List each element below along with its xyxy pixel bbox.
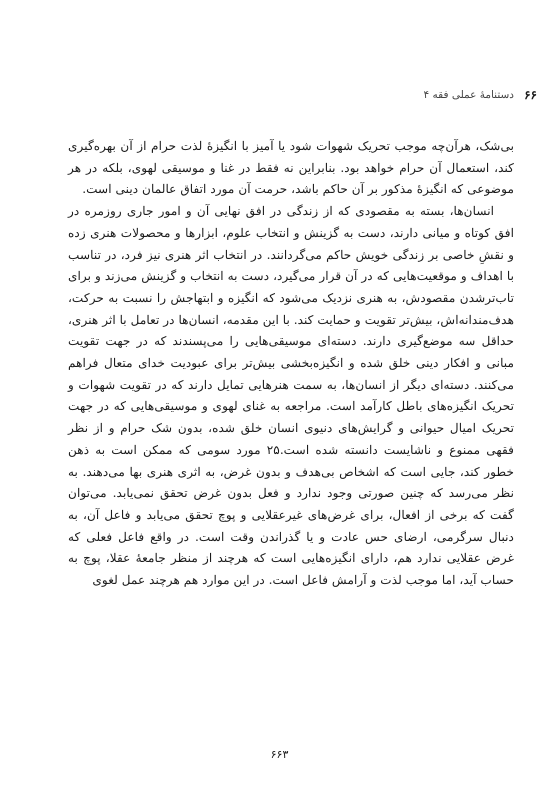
running-header-title: دستنامهٔ عملی فقه ۴: [423, 89, 514, 101]
header-page-marker: ۶۶: [524, 88, 537, 102]
page-number: ۶۶۳: [270, 748, 289, 761]
paragraph-2: انسان‌ها، بسته به مقصودی که از زندگی در افق نهایی آن و امور جاری روزمره در افق کوتاه و میانی دارند، دست به گزینش و انتخاب علوم، ابزارها و محصولات هنری زده و نقشِ خاصی بر زندگی خویش حاکم می‌گردانند. در انتخاب اثر هنری نیز فرد، در تناسب با اهداف و موقعیت‌هایی که در آن قرار می‌گیرد، دست به انتخاب و گزینش می‌زند و برای تاب‌ترشدن مقصودش، به هنری نزدیک می‌شود که انگیزه و ابتهاجش را نسبت به حرکت، هدف‌مندانه‌اش، بیش‌تر تقویت و حمایت کند. با این مقدمه، انسان‌ها در تعامل با اثر هنری، حداقل سه موضع‌گیری دارند. دسته‌ای موسیقی‌هایی را می‌پسندند که در جهت تقویت مبانی و افکار دینی خلق شده و انگیزه‌بخشی بیش‌تر برای عبودیت خدای متعال فراهم می‌کنند. دسته‌ای دیگر از انسان‌ها، به سمت هنرهایی تمایل دارند که در تقویت شهوات و تحریک انگیزه‌های باطل کارآمد است. مراجعه به غنای لهوی و موسیقی‌هایی که در جهت تحریک امیال حیوانی و گرایش‌های دنیوی انسان خلق شده، بدون شک حرام و از نظر فقهی ممنوع و ناشایست دانسته شده است.۲۵ مورد سومی که ممکن است به ذهن خطور کند، جایی است که اشخاص بی‌هدف و بدون غرض، به اثری هنری بها می‌دهند. به نظر می‌رسد که چنین صورتی وجود ندارد و فعل بدون غرض تحقق نمی‌یابد. می‌توان گفت که برخی از افعال، برای غرض‌های غیرعقلایی و پوچ تحقق می‌یابد و فاعل آن، به دنبال سرگرمی، ارضای حس عادت و یا گذراندن وقت است. در واقع فاعل فعلی که غرض عقلایی ندارد هم، دارای انگیزه‌هایی است که هرچند از منظر جامعهٔ عقلا، پوچ به حساب آید، اما موجب لذت و آرامش فاعل است. در این موارد هم هرچند عمل لغوی: [68, 204, 514, 588]
body-text: [68, 136, 514, 592]
paragraph-1: بی‌شک، هرآن‌چه موجب تحریک شهوات شود یا آمیز با انگیزهٔ لذت حرام از آن بهره‌گیری کند، استعمال آن حرام خواهد بود. بنابراین نه فقط در غنا و موسیقی لهوی، بلکه در هر موضوعی که انگیزهٔ مذکور بر آن حاکم باشد، حرمت آن مورد اتفاق عالمان دینی است.: [68, 139, 514, 197]
